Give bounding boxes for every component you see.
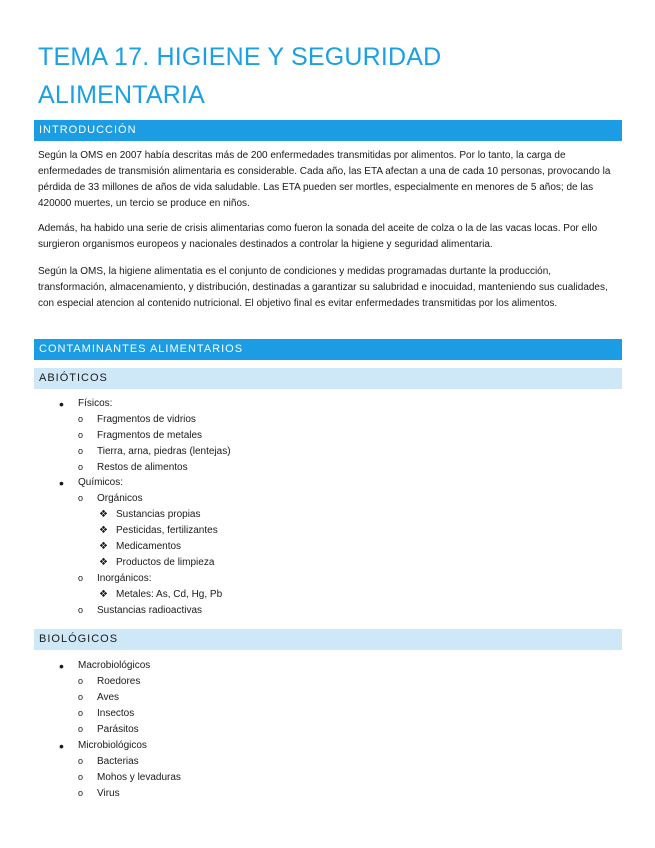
diamond-bullet-icon: ❖ bbox=[99, 509, 108, 520]
section-heading-contaminantes: CONTAMINANTES ALIMENTARIOS bbox=[34, 339, 622, 360]
bullet-circle-icon: o bbox=[78, 573, 84, 583]
bullet-circle-icon: o bbox=[78, 708, 84, 718]
list-item-quimicos: Químicos: bbox=[78, 477, 124, 488]
list-item: Aves bbox=[97, 692, 120, 703]
diamond-bullet-icon: ❖ bbox=[99, 589, 108, 600]
list-item: Pesticidas, fertilizantes bbox=[116, 525, 218, 536]
subsection-heading-biologicos: BIOLÓGICOS bbox=[34, 629, 622, 650]
bullet-circle-icon: o bbox=[78, 724, 84, 734]
list-item: Fragmentos de vidrios bbox=[97, 414, 196, 425]
diamond-bullet-icon: ❖ bbox=[99, 525, 108, 536]
list-item: Fragmentos de metales bbox=[97, 430, 203, 441]
list-item: Roedores bbox=[97, 676, 141, 687]
intro-paragraph-1: Según la OMS en 2007 había descritas más de 200 enfermedades transmitidas por alimentos. Por lo tanto, la carga de enfermedades de transmisión alimentaria es considerable. Cada año, las ETA afectan a una de cada 10 personas, provocando la pérdida de 33 millones de años de vida saludable. Las ETA pueden ser mortles, especialmente en menores de 5 años; de las 420000 muertes, un tercio se produce en niños. bbox=[38, 150, 611, 209]
bullet-circle-icon: o bbox=[78, 676, 84, 686]
list-item: Insectos bbox=[97, 708, 135, 719]
bullet-dot-icon: • bbox=[59, 738, 64, 754]
intro-paragraph-2: Además, ha habido una serie de crisis alimentarias como fueron la sonada del aceite de colza o la de las vacas locas. Por ello surgieron organismos europeos y nacionales destinados a controlar la higiene y seguridad alimentaria. bbox=[38, 223, 598, 250]
bullet-circle-icon: o bbox=[78, 493, 84, 503]
list-item: Medicamentos bbox=[116, 541, 182, 552]
list-item: Mohos y levaduras bbox=[97, 772, 181, 783]
bullet-circle-icon: o bbox=[78, 605, 84, 615]
list-item-microbiologicos: Microbiológicos bbox=[78, 740, 147, 751]
bullet-circle-icon: o bbox=[78, 692, 84, 702]
bullet-circle-icon: o bbox=[78, 446, 84, 456]
diamond-bullet-icon: ❖ bbox=[99, 541, 108, 552]
bullet-circle-icon: o bbox=[78, 462, 84, 472]
section-heading-introduccion: INTRODUCCIÓN bbox=[34, 120, 622, 141]
bullet-circle-icon: o bbox=[78, 756, 84, 766]
list-item: Parásitos bbox=[97, 724, 139, 735]
list-item: Virus bbox=[97, 788, 120, 799]
bullet-dot-icon: • bbox=[59, 658, 64, 674]
bullet-circle-icon: o bbox=[78, 430, 84, 440]
list-item: Tierra, arna, piedras (lentejas) bbox=[97, 446, 231, 457]
bullet-circle-icon: o bbox=[78, 788, 84, 798]
list-item: Bacterias bbox=[97, 756, 139, 767]
list-item-fisicos: Físicos: bbox=[78, 398, 113, 409]
diamond-bullet-icon: ❖ bbox=[99, 557, 108, 568]
bullet-dot-icon: • bbox=[59, 475, 64, 491]
list-item: Metales: As, Cd, Hg, Pb bbox=[116, 589, 223, 600]
list-item-inorganicos: Inorgánicos: bbox=[97, 573, 152, 584]
list-item: Restos de alimentos bbox=[97, 462, 188, 473]
list-item-radioactivas: Sustancias radioactivas bbox=[97, 605, 203, 616]
list-item: Productos de limpieza bbox=[116, 557, 215, 568]
bullet-dot-icon: • bbox=[59, 396, 64, 412]
list-item: Sustancias propias bbox=[116, 509, 201, 520]
bullet-circle-icon: o bbox=[78, 414, 84, 424]
subsection-heading-abioticos: ABIÓTICOS bbox=[34, 368, 622, 389]
list-item-macrobiologicos: Macrobiológicos bbox=[78, 660, 151, 671]
page-title: TEMA 17. HIGIENE Y SEGURIDAD ALIMENTARIA bbox=[38, 43, 442, 109]
list-item-organicos: Orgánicos bbox=[97, 493, 143, 504]
intro-paragraph-3: Según la OMS, la higiene alimentatia es el conjunto de condiciones y medidas programadas durtante la producción, transformación, almacenamiento, y distribución, destinadas a garantizar su salubridad e inocuidad, manteniendo sus cualidades, con especial atencion al contenido nutricional. El objetivo final es evitar enfermedades transmitidas por los alimentos. bbox=[38, 266, 608, 309]
bullet-circle-icon: o bbox=[78, 772, 84, 782]
